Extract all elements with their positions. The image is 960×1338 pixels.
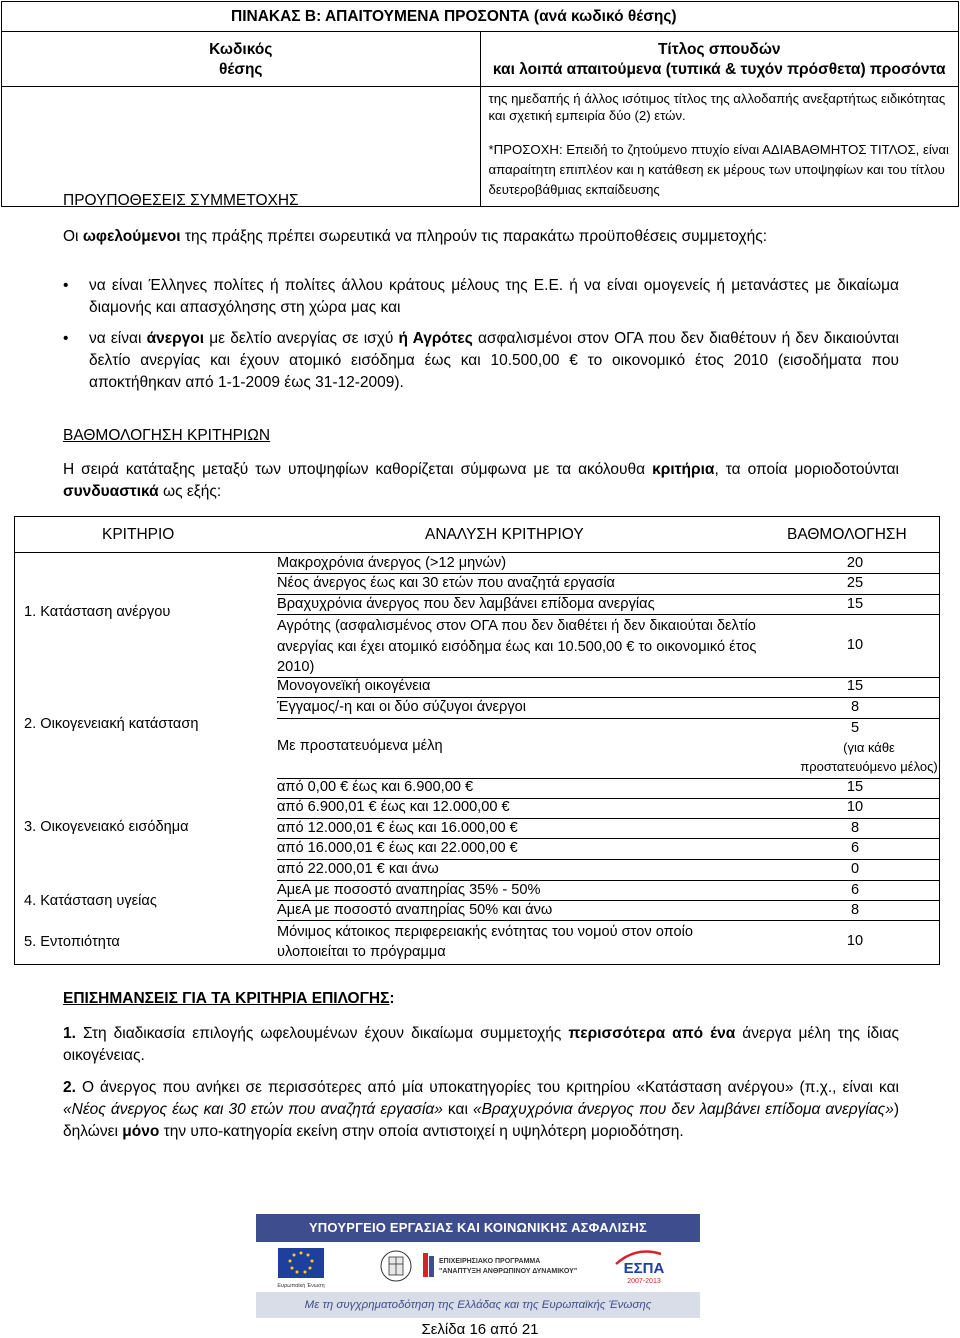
code-header: Κωδικός θέσης: [2, 32, 481, 87]
score-value: 8: [850, 820, 860, 836]
criterion-health: 4. Κατάσταση υγείας: [24, 893, 157, 909]
scoring-intro: Η σειρά κατάταξης μεταξύ των υποψηφίων καθορίζεται σύμφωνα με τα ακόλουθα κριτήρια, τα οποία μοριοδοτούνται συνδυαστικά ως εξής:: [63, 461, 899, 500]
cofunding-caption: Με τη συγχρηματοδότηση της Ελλάδας και της Ευρωπαϊκής Ένωσης: [304, 1299, 652, 1311]
title-header: Τίτλος σπουδών και λοιπά απαιτούμενα (τυπικά & τυχόν πρόσθετα) προσόντα: [480, 32, 959, 87]
attention-note: *ΠΡΟΣΟΧΗ: Επειδή το ζητούμενο πτυχίο είναι ΑΔΙΑΒΑΘΜΗΤΟΣ ΤΙΤΛΟΣ, είναι απαραίτητη επιπλέον και η κατάθεση εκ μέρους των υποψηφίων και του τίτλου δευτεροβάθμιας εκπαίδευσης: [488, 142, 949, 197]
score-value: 10: [846, 637, 864, 653]
analysis-row: από 12.000,01 € έως και 16.000,00 €: [277, 820, 518, 836]
participation-heading: ΠΡΟΥΠΟΘΕΣΕΙΣ ΣΥΜΜΕΤΟΧΗΣ: [63, 192, 299, 209]
program-line-2: "ΑΝΑΠΤΥΞΗ ΑΝΘΡΩΠΙΝΟΥ ΔΥΝΑΜΙΚΟΥ": [439, 1268, 578, 1275]
score-value: 6: [850, 882, 860, 898]
score-value: 10: [846, 933, 864, 949]
analysis-row: Μονογονεϊκή οικογένεια: [277, 678, 431, 694]
row-divider: [277, 614, 940, 615]
row-divider: [277, 859, 940, 860]
score-value: 5: [850, 720, 860, 736]
analysis-row: από 0,00 € έως και 6.900,00 €: [277, 779, 474, 795]
requirements-cell: [480, 87, 959, 207]
criterion-income: 3. Οικογενειακό εισόδημα: [24, 819, 189, 835]
eu-caption: Ευρωπαϊκή Ένωση: [277, 1283, 325, 1289]
row-divider: [277, 838, 940, 839]
analysis-row: Μόνιμος κάτοικος περιφερειακής ενότητας του νομού στον οποίο υλοποιείται το πρόγραμμα: [277, 924, 693, 960]
score-value: 8: [850, 902, 860, 918]
criterion-unemployment: 1. Κατάσταση ανέργου: [24, 604, 171, 620]
criteria-header-row: [15, 517, 939, 553]
score-value: 0: [850, 861, 860, 877]
page-number: Σελίδα 16 από 21: [421, 1321, 539, 1338]
score-value: 25: [846, 575, 864, 591]
score-value: 15: [846, 678, 864, 694]
greek-emblem-icon: [381, 1251, 411, 1281]
score-value: 15: [846, 779, 864, 795]
program-logo-icon: [423, 1253, 577, 1277]
bullet-icon: •: [63, 277, 69, 294]
analysis-row: από 22.000,01 € και άνω: [277, 861, 439, 877]
header-analysis: ΑΝΑΛΥΣΗ ΚΡΙΤΗΡΙΟΥ: [425, 526, 584, 543]
analysis-row: Έγγαμος/-η και οι δύο σύζυγοι άνεργοι: [277, 699, 526, 715]
header-criterion: ΚΡΙΤΗΡΙΟ: [102, 526, 175, 543]
analysis-row: Με προστατευόμενα μέλη: [277, 738, 443, 754]
espa-text: ΕΣΠΑ: [623, 1260, 665, 1277]
score-value: 20: [846, 555, 864, 571]
score-value: 10: [846, 799, 864, 815]
requirements-table: [1, 1, 959, 207]
criterion-family: 2. Οικογενειακή κατάσταση: [24, 716, 199, 732]
row-divider: [277, 880, 940, 881]
row-divider: [277, 818, 940, 819]
program-line-1: ΕΠΙΧΕΙΡΗΣΙΑΚΟ ΠΡΟΓΡΑΜΜΑ: [439, 1258, 541, 1265]
ministry-name: ΥΠΟΥΡΓΕΙΟ ΕΡΓΑΣΙΑΣ ΚΑΙ ΚΟΙΝΩΝΙΚΗΣ ΑΣΦΑΛΙΣΗΣ: [256, 1214, 700, 1242]
score-value: 6: [850, 840, 860, 856]
ministry-banner: [256, 1214, 700, 1318]
bullet-icon: •: [63, 330, 69, 347]
criterion-locality: 5. Εντοπιότητα: [24, 934, 120, 950]
espa-years: 2007-2013: [627, 1278, 661, 1285]
logos-graphic: [256, 1242, 700, 1292]
score-value: 15: [846, 596, 864, 612]
analysis-row: από 16.000,01 € έως και 22.000,00 €: [277, 840, 518, 856]
score-value: 8: [850, 699, 860, 715]
espa-logo-icon: [616, 1252, 665, 1285]
analysis-row: Αγρότης (ασφαλισμένος στον ΟΓΑ που δεν διαθέτει ή δεν δικαιούται δελτίο ανεργίας και έχει ατομικό εισόδημα έως και 10.500,00 € το οικονομικό έτος 2010): [277, 618, 757, 675]
score-note: (για κάθε προστατευόμενο μέλος): [800, 740, 938, 774]
code-cell: [2, 87, 481, 207]
analysis-row: Μακροχρόνια άνεργος (>12 μηνών): [277, 555, 507, 571]
row-divider: [277, 920, 940, 921]
analysis-row: ΑμεΑ με ποσοστό αναπηρίας 35% - 50%: [277, 882, 541, 898]
logo-strip: [256, 1242, 700, 1292]
row-divider: [277, 697, 940, 698]
eu-flag-icon: [278, 1248, 324, 1278]
participation-intro: Οι ωφελούμενοι της πράξης πρέπει σωρευτικά να πληρούν τις παρακάτω προϋποθέσεις συμμετοχής:: [63, 228, 768, 245]
remark-2: 2. Ο άνεργος που ανήκει σε περισσότερες από μία υποκατηγορίες του κριτηρίου «Κατάσταση ανέργου» (π.χ., είναι και «Νέος άνεργος έως και 30 ετών που αναζητά εργασία» και «Βραχυχρόνια άνεργος που δεν λαμβάνει επίδομα ανεργίας») δηλώνει μόνο την υπο-κατηγορία εκείνη στην οποία αντιστοιχεί η υψηλότερη μοριοδότηση.: [63, 1079, 899, 1140]
row-divider: [277, 900, 940, 901]
row-divider: [277, 594, 940, 595]
bullet-unemployed: • να είναι άνεργοι με δελτίο ανεργίας σε ισχύ ή Αγρότες ασφαλισμένοι στον ΟΓΑ που δεν διαθέτουν ή δεν δικαιούνται δελτίο ανεργίας και έχουν ατομικό εισόδημα έως και 10.500,00 € το οικονομικό έτος 2010 (εισοδήματα που αποκτήθηκαν από 1-1-2009 έως 31-12-2009).: [63, 330, 899, 391]
row-divider: [277, 718, 940, 719]
remarks-heading: ΕΠΙΣΗΜΑΝΣΕΙΣ ΓΙΑ ΤΑ ΚΡΙΤΗΡΙΑ ΕΠΙΛΟΓΗΣ:: [63, 990, 395, 1007]
analysis-row: από 6.900,01 € έως και 12.000,00 €: [277, 799, 510, 815]
remark-1: 1. Στη διαδικασία επιλογής ωφελουμένων έχουν δικαίωμα συμμετοχής περισσότερα από ένα άνεργα μέλη της ίδιας οικογένειας.: [63, 1025, 899, 1064]
table-title: ΠΙΝΑΚΑΣ Β: ΑΠΑΙΤΟΥΜΕΝΑ ΠΡΟΣΟΝΤΑ (ανά κωδικό θέσης): [2, 2, 959, 32]
analysis-row: ΑμεΑ με ποσοστό αναπηρίας 50% και άνω: [277, 902, 553, 918]
scoring-heading: ΒΑΘΜΟΛΟΓΗΣΗ ΚΡΙΤΗΡΙΩΝ: [63, 427, 271, 444]
row-divider: [277, 573, 940, 574]
requirement-text: της ημεδαπής ή άλλος ισότιμος τίτλος της αλλοδαπής ανεξαρτήτως ειδικότητας και σχετική εμπειρία δύο (2) ετών.: [488, 91, 946, 123]
bullet-citizenship: • να είναι Έλληνες πολίτες ή πολίτες άλλου κράτους μέλους της Ε.Ε. ή να είναι ομογενείς ή μετανάστες με δικαίωμα διαμονής και απασχόλησης στη χώρα μας και: [63, 277, 899, 316]
header-score: ΒΑΘΜΟΛΟΓΗΣΗ: [787, 526, 907, 543]
analysis-row: Νέος άνεργος έως και 30 ετών που αναζητά εργασία: [277, 575, 615, 591]
criteria-table: [14, 516, 940, 965]
analysis-row: Βραχυχρόνια άνεργος που δεν λαμβάνει επίδομα ανεργίας: [277, 596, 655, 612]
